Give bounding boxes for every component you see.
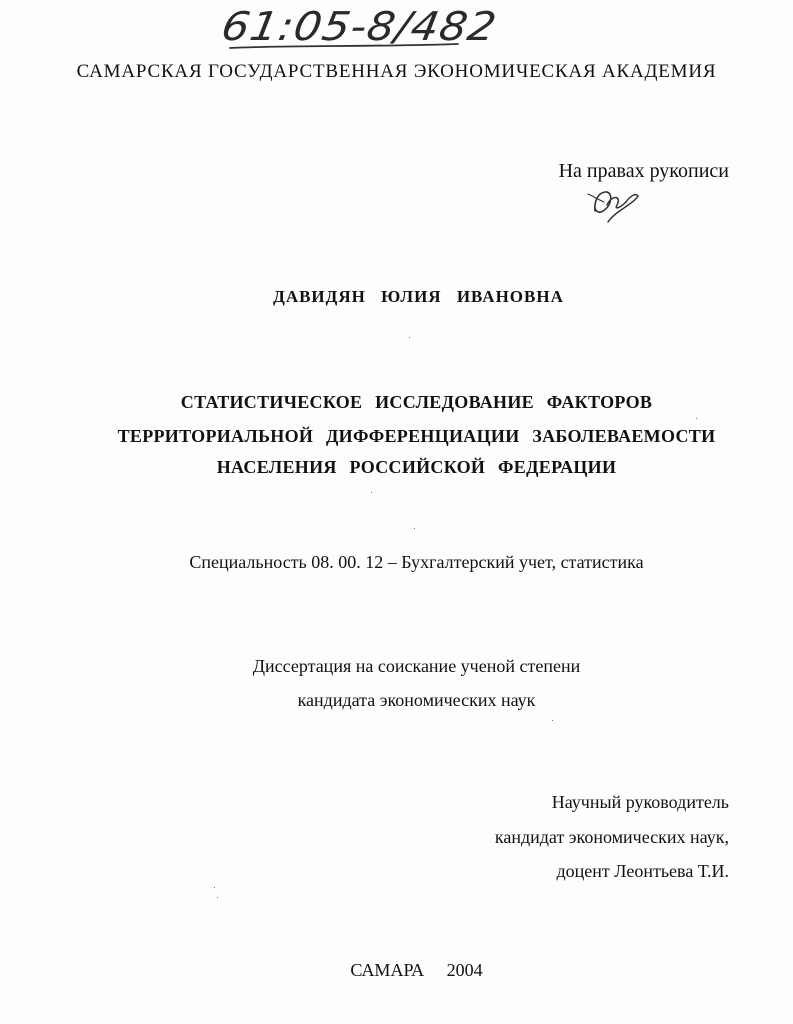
specialty-text: Специальность 08. 00. 12 – Бухгалтерский учет, статистика [189,552,644,572]
supervisor-degree: кандидат экономических наук, [494,827,729,847]
manuscript-rights-label: На правах рукописи [558,160,729,182]
title-line-1: СТАТИСТИЧЕСКОЕ ИССЛЕДОВАНИЕ ФАКТОРОВ [180,392,653,412]
title-line-2: ТЕРРИТОРИАЛЬНОЙ ДИФФЕРЕНЦИАЦИИ ЗАБОЛЕВАЕМОСТИ [117,426,716,446]
scan-speck [552,720,553,721]
scan-speck [696,418,697,419]
scan-speck [217,897,218,898]
title-line-3: НАСЕЛЕНИЯ РОССИЙСКОЙ ФЕДЕРАЦИИ [216,457,617,477]
handwritten-underline-mark [228,41,460,51]
degree-line-1: Диссертация на соискание ученой степени [252,656,581,676]
place-year: САМАРА 2004 [350,960,483,980]
scan-speck [414,528,415,529]
scan-speck [409,337,410,338]
signature-icon [583,180,645,225]
author-name: ДАВИДЯН ЮЛИЯ ИВАНОВНА [273,287,564,306]
institution-name: САМАРСКАЯ ГОСУДАРСТВЕННАЯ ЭКОНОМИЧЕСКАЯ АКАДЕМИЯ [76,61,717,82]
scan-speck [214,887,215,888]
scan-speck [371,492,372,493]
degree-line-2: кандидата экономических наук [297,690,536,710]
supervisor-role: Научный руководитель [551,792,729,812]
handwritten-archive-code: 61:05-8/482 [217,3,501,50]
supervisor-name: доцент Леонтьева Т.И. [556,861,729,881]
